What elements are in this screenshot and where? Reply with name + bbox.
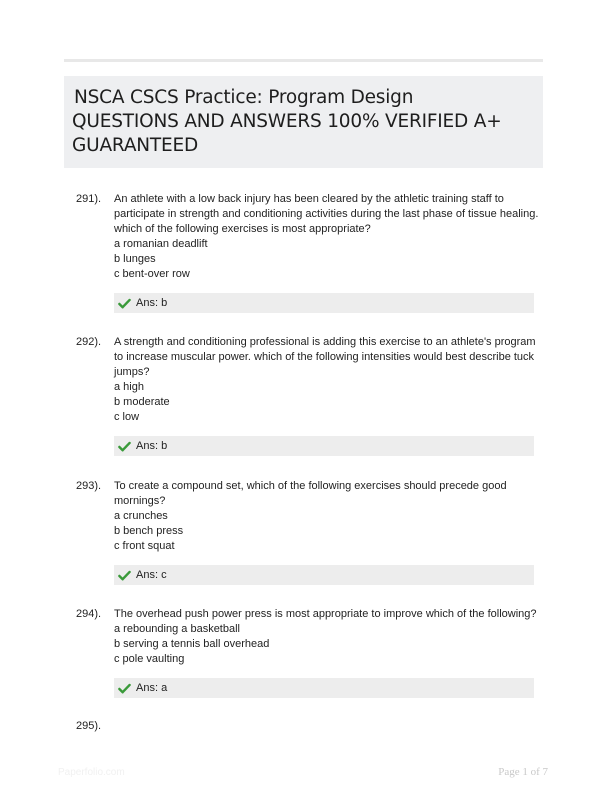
title-line-2: QUESTIONS AND ANSWERS 100% VERIFIED A+ (72, 111, 502, 132)
answer-option: a high (114, 381, 144, 393)
document-title-box (64, 76, 543, 168)
answer-text: Ans: c (136, 569, 167, 581)
answer-option: b moderate (114, 396, 170, 408)
answer-reveal-bar (114, 565, 534, 585)
answer-option: c low (114, 411, 140, 423)
question-text-line: jumps? (114, 366, 150, 378)
answer-option: c bent-over row (114, 268, 190, 280)
answer-option: b serving a tennis ball overhead (114, 638, 270, 650)
answer-option: b lunges (114, 253, 156, 265)
checkmark-icon (118, 569, 131, 582)
page-number: Page 1 of 7 (498, 766, 548, 778)
question-text-line: The overhead push power press is most appropriate to improve which of the following? (114, 608, 537, 620)
title-line-3: GUARANTEED (72, 135, 199, 156)
question-body (114, 479, 534, 585)
answer-text: Ans: a (136, 682, 168, 694)
question-body (114, 192, 539, 313)
question-text-line: An athlete with a low back injury has been cleared by the athletic training staff to (114, 193, 504, 205)
question-number: 295). (76, 720, 102, 732)
question-text-line: which of the following exercises is most appropriate? (114, 223, 371, 235)
question-number: 291). (76, 193, 102, 205)
question-number: 293). (76, 480, 102, 492)
answer-option: a romanian deadlift (114, 238, 208, 250)
question-body (114, 607, 537, 698)
title-line-1: NSCA CSCS Practice: Program Design (74, 87, 414, 108)
checkmark-icon (118, 682, 131, 695)
answer-text: Ans: b (136, 440, 168, 452)
top-divider (64, 59, 543, 62)
answer-option: a rebounding a basketball (114, 623, 240, 635)
answer-reveal-bar (114, 293, 534, 313)
answer-text: Ans: b (136, 297, 168, 309)
answer-option: b bench press (114, 525, 184, 537)
question-body (114, 335, 534, 456)
footer-watermark: Paperfolio.com (58, 767, 125, 778)
question-number: 294). (76, 608, 102, 620)
answer-reveal-bar (114, 678, 534, 698)
checkmark-icon (118, 297, 131, 310)
checkmark-icon (118, 440, 131, 453)
question-text-line: To create a compound set, which of the following exercises should precede good (114, 480, 507, 492)
question-text-line: A strength and conditioning professional is adding this exercise to an athlete's program (114, 336, 536, 348)
answer-option: c front squat (114, 540, 175, 552)
answer-option: a crunches (114, 510, 168, 522)
question-number: 292). (76, 336, 102, 348)
answer-option: c pole vaulting (114, 653, 185, 665)
question-text-line: participate in strength and conditioning activities during the last phase of tissue healing. (114, 208, 539, 220)
question-text-line: mornings? (114, 495, 166, 507)
answer-reveal-bar (114, 436, 534, 456)
question-text-line: to increase muscular power. which of the following intensities would best describe tuck (114, 351, 535, 363)
